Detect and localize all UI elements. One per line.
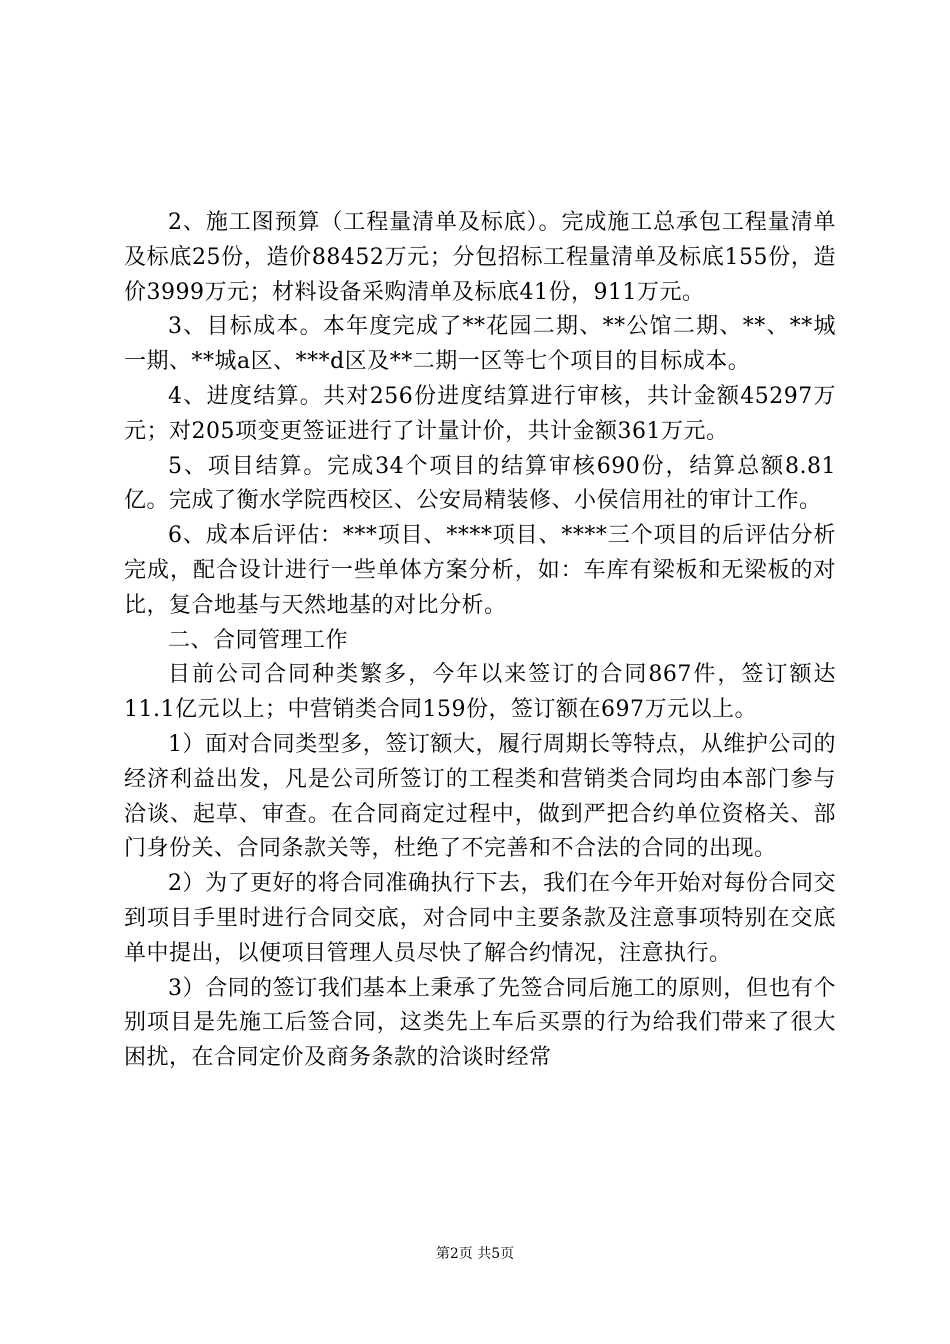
paragraph-progress-settlement: 4、进度结算。共对256份进度结算进行审核，共计金额45297万元；对205项变更签证进行了计量计价，共计金额361万元。 bbox=[124, 383, 836, 444]
page-number-footer: 第2页 共5页 bbox=[435, 1246, 515, 1262]
paragraph-contract-item-2: 2）为了更好的将合同准确执行下去，我们在今年开始对每份合同交到项目手里时进行合同交底，对合同中主要条款及注意事项特别在交底单中提出，以便项目管理人员尽快了解合约情况，注意执行。 bbox=[124, 871, 836, 966]
document-body bbox=[124, 206, 836, 1076]
section-heading-contract-management: 二、合同管理工作 bbox=[168, 627, 349, 653]
paragraph-contract-overview: 目前公司合同种类繁多，今年以来签订的合同867件，签订额达11.1亿元以上；中营销类合同159份，签订额在697万元以上。 bbox=[124, 662, 836, 723]
paragraph-project-settlement: 5、项目结算。完成34个项目的结算审核690份，结算总额8.81亿。完成了衡水学院西校区、公安局精装修、小侯信用社的审计工作。 bbox=[124, 453, 836, 514]
paragraph-target-cost: 3、目标成本。本年度完成了**花园二期、**公馆二期、**、**城一期、**城a区、***d区及**二期一区等七个项目的目标成本。 bbox=[124, 314, 836, 375]
paragraph-contract-item-3: 3）合同的签订我们基本上秉承了先签合同后施工的原则，但也有个别项目是先施工后签合同，这类先上车后买票的行为给我们带来了很大困扰，在合同定价及商务条款的洽谈时经常 bbox=[124, 975, 836, 1071]
paragraph-construction-budget: 2、施工图预算（工程量清单及标底）。完成施工总承包工程量清单及标底25份，造价88452万元；分包招标工程量清单及标底155份，造价3999万元；材料设备采购清单及标底41份，911万元。 bbox=[124, 210, 836, 305]
paragraph-contract-item-1: 1）面对合同类型多，签订额大，履行周期长等特点，从维护公司的经济利益出发，凡是公司所签订的工程类和营销类合同均由本部门参与洽谈、起草、审查。在合同商定过程中，做到严把合约单位资格关、部门身份关、合同条款关等，杜绝了不完善和不合法的合同的出现。 bbox=[124, 731, 836, 862]
paragraph-cost-evaluation: 6、成本后评估：***项目、****项目、****三个项目的后评估分析完成，配合设计进行一些单体方案分析，如：车库有梁板和无梁板的对比，复合地基与天然地基的对比分析。 bbox=[124, 523, 836, 618]
